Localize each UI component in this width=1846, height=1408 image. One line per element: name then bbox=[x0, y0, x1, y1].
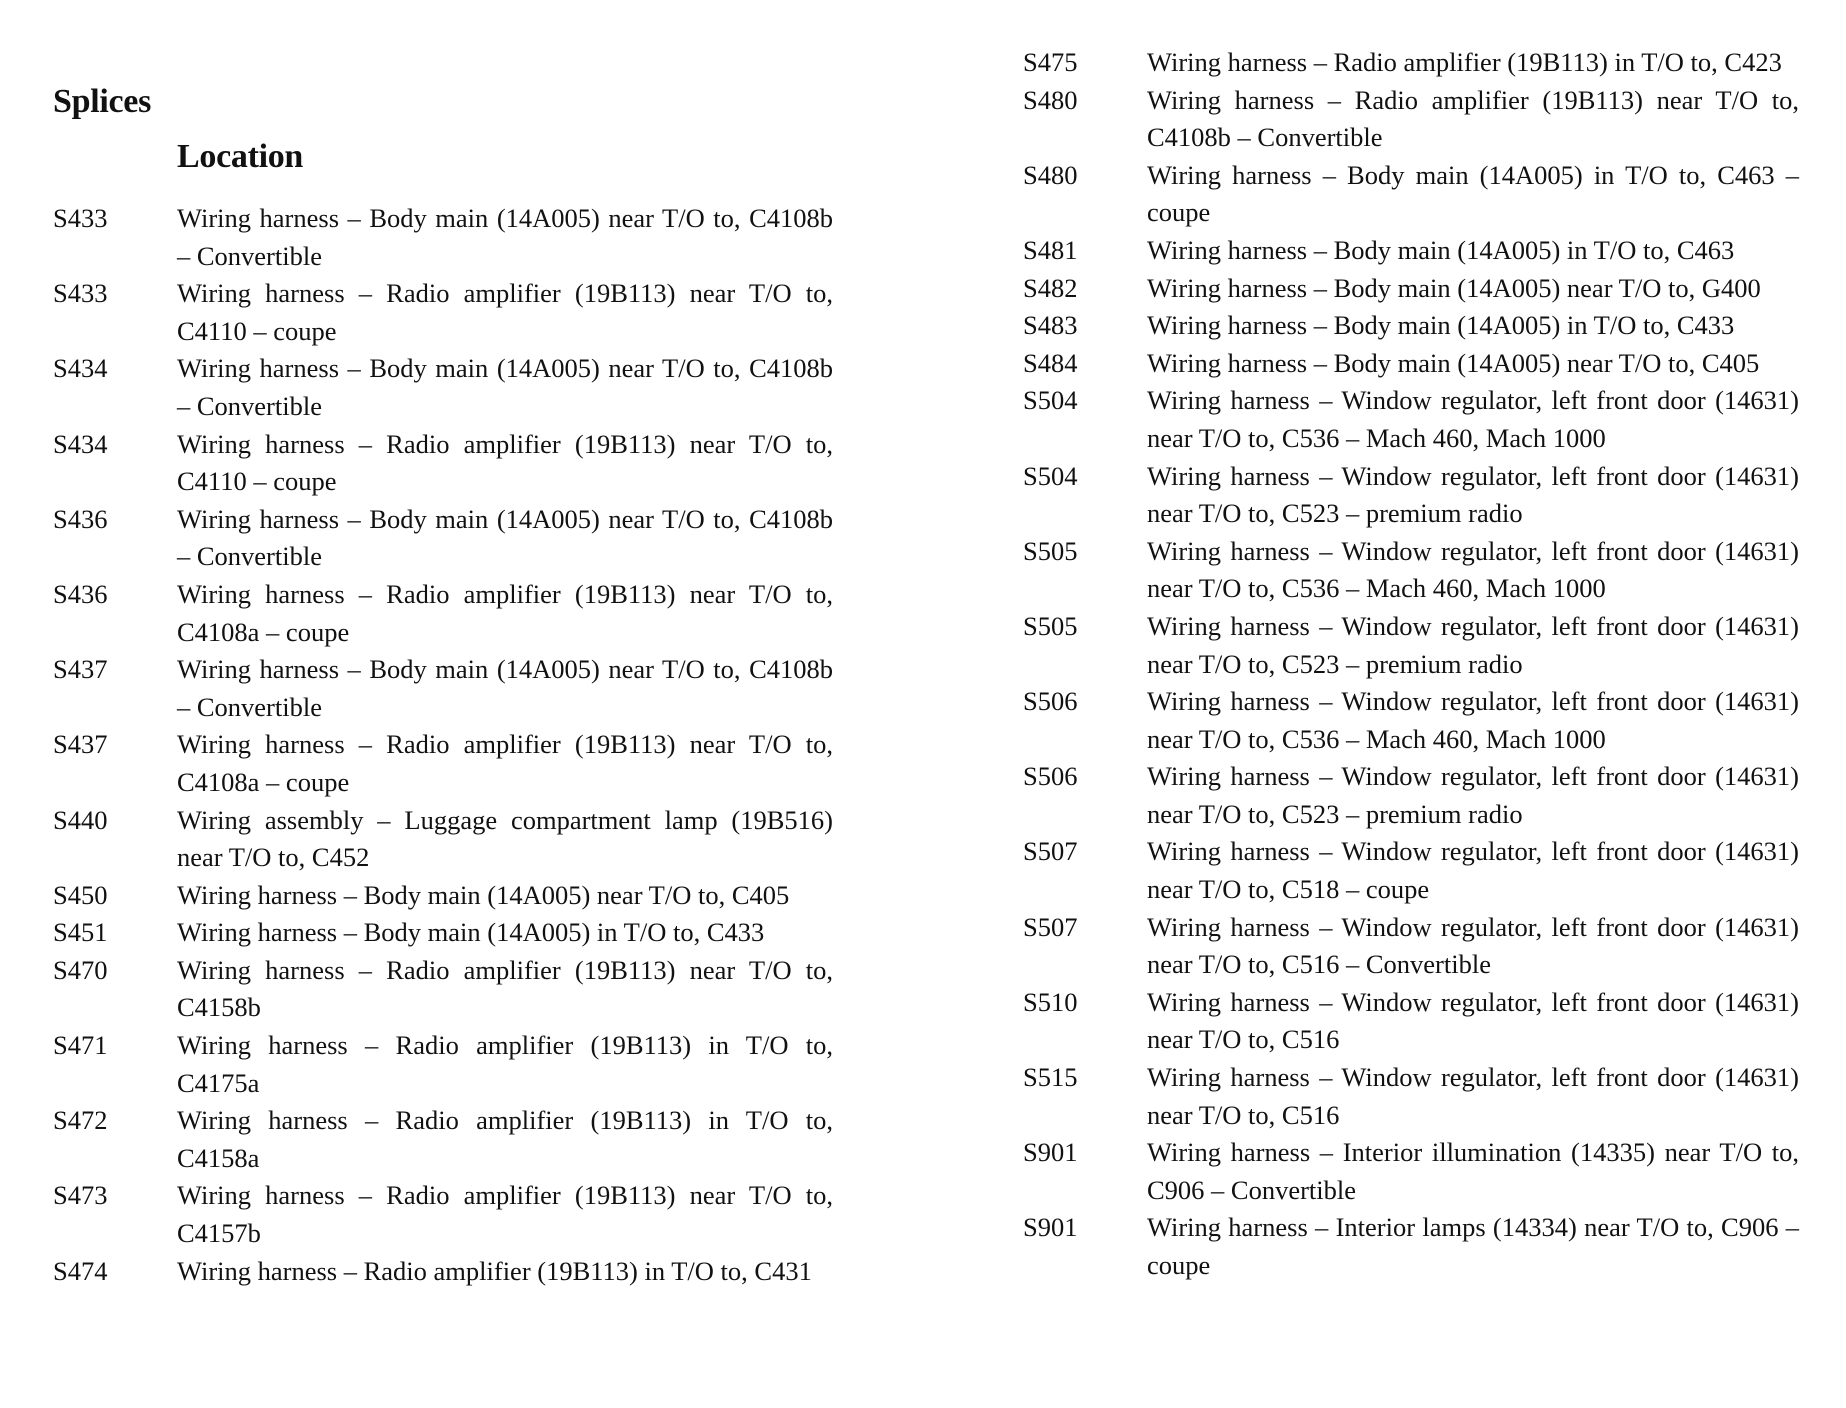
splice-entry bbox=[1023, 345, 1799, 383]
splice-code: S471 bbox=[53, 1030, 108, 1061]
splice-location: Wiring harness – Window regulator, left front door (14631) near T/O to, C536 – Mach 460, Mach 1000 bbox=[1147, 535, 1799, 604]
splice-entry bbox=[53, 1177, 833, 1252]
splice-code: S510 bbox=[1023, 986, 1078, 1017]
splice-entry bbox=[1023, 758, 1799, 833]
splice-location: Wiring harness – Body main (14A005) near T/O to, C405 bbox=[1147, 347, 1760, 378]
splice-code: S515 bbox=[1023, 1062, 1078, 1093]
splice-location: Wiring harness – Body main (14A005) in T/O to, C433 bbox=[177, 917, 765, 948]
splice-location: Wiring harness – Window regulator, left front door (14631) near T/O to, C523 – premium radio bbox=[1147, 761, 1799, 829]
splice-entry bbox=[53, 200, 833, 275]
splice-location: Wiring harness – Interior lamps (14334) near T/O to, C906 – coupe bbox=[1147, 1212, 1799, 1280]
splice-code: S506 bbox=[1023, 686, 1078, 717]
splice-entry bbox=[53, 651, 833, 726]
splice-code: S504 bbox=[1023, 385, 1078, 416]
splice-code: S507 bbox=[1023, 911, 1078, 942]
splice-entry bbox=[1023, 533, 1799, 608]
splice-code: S451 bbox=[53, 917, 108, 948]
splice-code: S434 bbox=[53, 353, 108, 384]
splice-location: Wiring harness – Window regulator, left front door (14631) near T/O to, C516 bbox=[1147, 1062, 1799, 1130]
splice-location: Wiring harness – Radio amplifier (19B113) near T/O to, C4158b bbox=[177, 954, 833, 1023]
splice-location: Wiring harness – Body main (14A005) near T/O to, C4108b – Convertible bbox=[177, 503, 833, 572]
splice-entry bbox=[53, 576, 833, 651]
splice-code: S474 bbox=[53, 1255, 108, 1286]
splice-code: S433 bbox=[53, 278, 108, 309]
splice-entry bbox=[1023, 270, 1799, 308]
splice-code: S481 bbox=[1023, 234, 1078, 265]
splice-code: S507 bbox=[1023, 836, 1078, 867]
splice-location: Wiring harness – Body main (14A005) in T/O to, C433 bbox=[1147, 310, 1735, 341]
splice-entry bbox=[1023, 307, 1799, 345]
splice-code: S480 bbox=[1023, 84, 1078, 115]
splice-location: Wiring harness – Body main (14A005) in T/O to, C463 bbox=[1147, 234, 1735, 265]
splice-code: S440 bbox=[53, 804, 108, 835]
splice-location: Wiring harness – Window regulator, left front door (14631) near T/O to, C536 – Mach 460, Mach 1000 bbox=[1147, 385, 1799, 453]
splice-entry bbox=[53, 275, 833, 350]
splice-location: Wiring harness – Window regulator, left front door (14631) near T/O to, C523 – premium radio bbox=[1147, 460, 1799, 529]
splice-location: Wiring harness – Radio amplifier (19B113) near T/O to, C4108a – coupe bbox=[177, 578, 833, 647]
splice-code: S437 bbox=[53, 654, 108, 685]
splice-entry bbox=[1023, 232, 1799, 270]
splice-entry bbox=[53, 726, 833, 801]
splice-code: S472 bbox=[53, 1105, 108, 1136]
splice-code: S480 bbox=[1023, 159, 1078, 190]
splice-code: S901 bbox=[1023, 1137, 1078, 1168]
splice-entry bbox=[53, 1027, 833, 1102]
column-header-location: Location bbox=[177, 138, 304, 175]
splice-location: Wiring harness – Radio amplifier (19B113) in T/O to, C4158a bbox=[177, 1105, 833, 1173]
splice-entry bbox=[53, 802, 833, 877]
splice-code: S505 bbox=[1023, 610, 1078, 641]
splice-location: Wiring harness – Window regulator, left front door (14631) near T/O to, C516 bbox=[1147, 986, 1799, 1055]
splice-location: Wiring harness – Window regulator, left front door (14631) near T/O to, C536 – Mach 460, Mach 1000 bbox=[1147, 686, 1799, 754]
splice-code: S470 bbox=[53, 954, 108, 985]
splice-code: S450 bbox=[53, 879, 108, 910]
splice-location: Wiring harness – Radio amplifier (19B113) in T/O to, C423 bbox=[1147, 47, 1782, 77]
splice-entry bbox=[1023, 1134, 1799, 1209]
splice-location: Wiring harness – Radio amplifier (19B113) near T/O to, C4108b – Convertible bbox=[1147, 84, 1799, 153]
splice-code: S437 bbox=[53, 729, 108, 760]
splice-entry bbox=[1023, 909, 1799, 984]
splice-entry bbox=[53, 877, 833, 915]
splice-list-left bbox=[53, 200, 833, 1290]
splice-entry bbox=[53, 426, 833, 501]
splice-code: S434 bbox=[53, 428, 108, 459]
splice-code: S436 bbox=[53, 578, 108, 609]
splice-location: Wiring harness – Radio amplifier (19B113) near T/O to, C4110 – coupe bbox=[177, 278, 833, 346]
splice-entry bbox=[1023, 82, 1799, 157]
splice-code: S505 bbox=[1023, 535, 1078, 566]
splice-code: S433 bbox=[53, 203, 108, 233]
splice-entry bbox=[1023, 382, 1799, 457]
splice-list-right bbox=[1023, 44, 1799, 1285]
splice-code: S506 bbox=[1023, 761, 1078, 792]
splice-entry bbox=[1023, 984, 1799, 1059]
splice-entry bbox=[53, 952, 833, 1027]
splice-location: Wiring harness – Body main (14A005) near T/O to, C405 bbox=[177, 879, 790, 910]
splice-entry bbox=[1023, 1209, 1799, 1284]
splice-location: Wiring harness – Radio amplifier (19B113) in T/O to, C4175a bbox=[177, 1030, 833, 1098]
splice-entry bbox=[1023, 458, 1799, 533]
splice-location: Wiring harness – Body main (14A005) near T/O to, G400 bbox=[1147, 272, 1761, 303]
splice-location: Wiring harness – Body main (14A005) in T/O to, C463 – coupe bbox=[1147, 159, 1799, 228]
splice-entry bbox=[1023, 833, 1799, 908]
splice-code: S901 bbox=[1023, 1212, 1078, 1243]
splice-entry bbox=[1023, 683, 1799, 758]
splice-entry bbox=[53, 914, 833, 952]
splice-entry bbox=[53, 1102, 833, 1177]
splice-location: Wiring harness – Window regulator, left front door (14631) near T/O to, C523 – premium radio bbox=[1147, 610, 1799, 679]
splice-code: S483 bbox=[1023, 310, 1078, 341]
splice-location: Wiring harness – Body main (14A005) near T/O to, C4108b – Convertible bbox=[177, 654, 833, 722]
splice-location: Wiring harness – Radio amplifier (19B113) in T/O to, C431 bbox=[177, 1255, 812, 1286]
splice-code: S482 bbox=[1023, 272, 1078, 303]
splice-location: Wiring harness – Radio amplifier (19B113) near T/O to, C4108a – coupe bbox=[177, 729, 833, 797]
splice-location: Wiring harness – Interior illumination (14335) near T/O to, C906 – Convertible bbox=[1147, 1137, 1799, 1205]
splice-code: S436 bbox=[53, 503, 108, 534]
splice-location: Wiring harness – Radio amplifier (19B113) near T/O to, C4157b bbox=[177, 1180, 833, 1249]
splice-entry bbox=[53, 350, 833, 425]
splice-code: S473 bbox=[53, 1180, 108, 1211]
splice-code: S484 bbox=[1023, 347, 1078, 378]
splice-location: Wiring harness – Body main (14A005) near T/O to, C4108b – Convertible bbox=[177, 203, 833, 271]
section-title-splices: Splices bbox=[53, 83, 152, 120]
splice-entry bbox=[1023, 1059, 1799, 1134]
splice-location: Wiring harness – Body main (14A005) near T/O to, C4108b – Convertible bbox=[177, 353, 833, 421]
splice-code: S475 bbox=[1023, 47, 1078, 77]
splice-location: Wiring harness – Window regulator, left front door (14631) near T/O to, C516 – Convertible bbox=[1147, 911, 1799, 980]
splice-location: Wiring assembly – Luggage compartment lamp (19B516) near T/O to, C452 bbox=[177, 804, 833, 873]
splice-entry bbox=[53, 1253, 833, 1291]
splice-code: S504 bbox=[1023, 460, 1078, 491]
splice-location: Wiring harness – Radio amplifier (19B113) near T/O to, C4110 – coupe bbox=[177, 428, 833, 497]
splice-entry bbox=[1023, 608, 1799, 683]
splice-location: Wiring harness – Window regulator, left front door (14631) near T/O to, C518 – coupe bbox=[1147, 836, 1799, 905]
splice-entry bbox=[1023, 44, 1799, 82]
splice-entry bbox=[53, 501, 833, 576]
splice-entry bbox=[1023, 157, 1799, 232]
